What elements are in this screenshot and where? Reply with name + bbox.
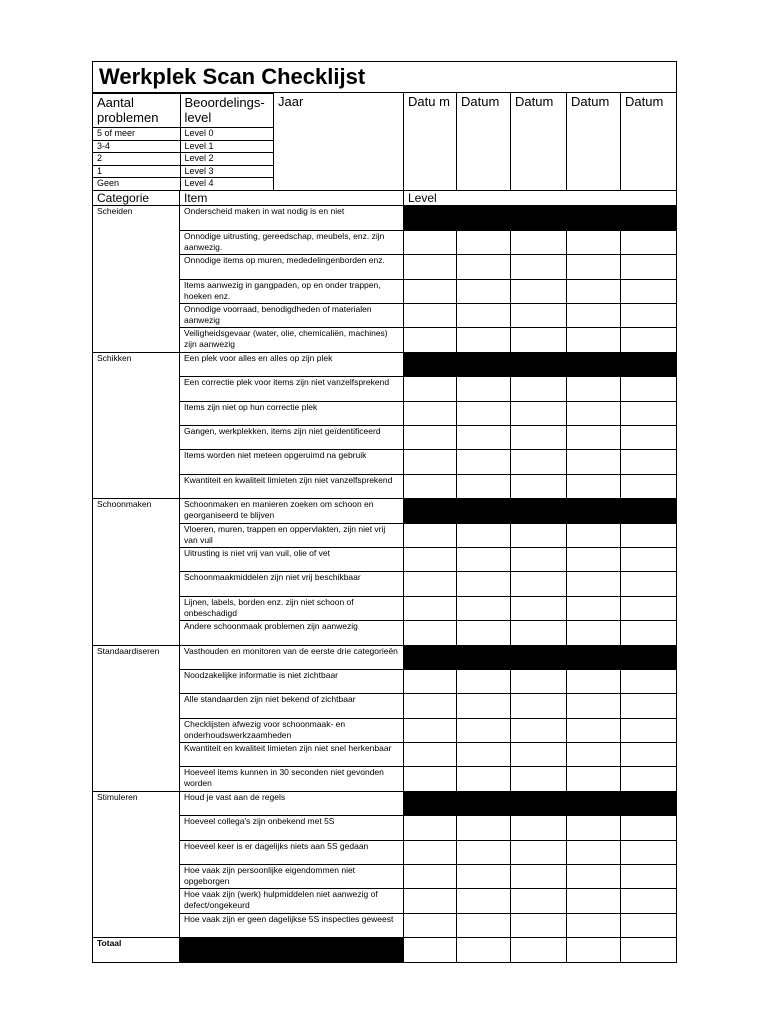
- level-entry-cell[interactable]: [404, 255, 457, 279]
- level-entry-cell[interactable]: [567, 889, 621, 913]
- table-row: [93, 206, 677, 230]
- item-cell: Hoe vaak zijn (werk) hulpmiddelen niet aanwezig of defect/ongekeurd: [180, 889, 404, 913]
- level-entry-cell[interactable]: [567, 401, 621, 425]
- level-entry-cell[interactable]: [621, 767, 677, 791]
- level-entry-cell[interactable]: [511, 840, 567, 864]
- level-entry-cell[interactable]: [511, 718, 567, 742]
- level-entry-cell[interactable]: [567, 694, 621, 718]
- table-row: [93, 596, 677, 620]
- level-entry-cell[interactable]: [567, 255, 621, 279]
- totaal-entry-cell[interactable]: [621, 938, 677, 962]
- level-entry-cell[interactable]: [567, 474, 621, 498]
- level-entry-cell[interactable]: [567, 743, 621, 767]
- level-entry-cell[interactable]: [511, 425, 567, 449]
- level-entry-cell[interactable]: [404, 743, 457, 767]
- table-row: [93, 791, 677, 815]
- level-entry-cell[interactable]: [457, 401, 511, 425]
- level-entry-cell[interactable]: [621, 572, 677, 596]
- level-entry-cell[interactable]: [511, 865, 567, 889]
- level-entry-cell[interactable]: [404, 865, 457, 889]
- key-level: Level 3: [180, 165, 273, 178]
- page-title: Werkplek Scan Checklijst: [93, 62, 677, 93]
- level-entry-cell[interactable]: [621, 425, 677, 449]
- level-entry-cell[interactable]: [567, 328, 621, 352]
- totaal-entry-cell[interactable]: [457, 938, 511, 962]
- level-entry-cell[interactable]: [621, 913, 677, 937]
- level-key-row: [93, 153, 273, 166]
- item-cell: Hoeveel collega's zijn onbekend met 5S: [180, 816, 404, 840]
- key-problemen: 1: [93, 165, 180, 178]
- level-entry-cell[interactable]: [567, 450, 621, 474]
- item-cell: Schoonmaken en manieren zoeken om schoon en georganiseerd te blijven: [180, 499, 404, 523]
- level-entry-cell[interactable]: [457, 450, 511, 474]
- blacked-out-level-cell: [404, 206, 677, 230]
- table-row: [93, 401, 677, 425]
- level-entry-cell[interactable]: [457, 328, 511, 352]
- level-entry-cell[interactable]: [511, 279, 567, 303]
- level-entry-cell[interactable]: [511, 767, 567, 791]
- level-entry-cell[interactable]: [567, 767, 621, 791]
- level-key-row: [93, 178, 273, 191]
- level-entry-cell[interactable]: [404, 816, 457, 840]
- header-aantal-problemen: Aantal problemen: [93, 94, 180, 128]
- blacked-out-level-cell: [404, 645, 677, 669]
- column-header-categorie: Categorie: [93, 191, 180, 206]
- item-cell: Items zijn niet op hun correctie plek: [180, 401, 404, 425]
- level-key-row: [93, 165, 273, 178]
- checklist-table: [92, 61, 677, 963]
- level-entry-cell[interactable]: [567, 425, 621, 449]
- blacked-out-level-cell: [404, 499, 677, 523]
- key-level: Level 0: [180, 128, 273, 141]
- item-cell: Gangen, werkplekken, items zijn niet geïdentificeerd: [180, 425, 404, 449]
- level-entry-cell[interactable]: [511, 889, 567, 913]
- blacked-out-level-cell: [404, 352, 677, 376]
- level-entry-cell[interactable]: [621, 596, 677, 620]
- key-problemen: Geen: [93, 178, 180, 191]
- totaal-label: Totaal: [93, 938, 180, 962]
- level-entry-cell[interactable]: [567, 547, 621, 571]
- category-cell: Schikken: [93, 352, 180, 498]
- level-entry-cell[interactable]: [404, 669, 457, 693]
- level-entry-cell[interactable]: [567, 377, 621, 401]
- level-entry-cell[interactable]: [621, 547, 677, 571]
- level-entry-cell[interactable]: [404, 230, 457, 254]
- item-cell: Checklijsten afwezig voor schoonmaak- en onderhoudswerkzaamheden: [180, 718, 404, 742]
- level-entry-cell[interactable]: [457, 596, 511, 620]
- table-row: [93, 547, 677, 571]
- key-level: Level 1: [180, 140, 273, 153]
- totaal-entry-cell[interactable]: [511, 938, 567, 962]
- item-cell: Items worden niet meteen opgeruimd na gebruik: [180, 450, 404, 474]
- item-cell: Hoe vaak zijn er geen dagelijkse 5S inspecties geweest: [180, 913, 404, 937]
- item-cell: Andere schoonmaak problemen zijn aanwezig: [180, 621, 404, 645]
- item-cell: Houd je vast aan de regels: [180, 791, 404, 815]
- item-cell: Onnodige items op muren, mededelingenborden enz.: [180, 255, 404, 279]
- key-problemen: 3-4: [93, 140, 180, 153]
- item-cell: Uitrusting is niet vrij van vuil, olie of vet: [180, 547, 404, 571]
- level-entry-cell[interactable]: [457, 474, 511, 498]
- item-cell: Lijnen, labels, borden enz. zijn niet schoon of onbeschadigd: [180, 596, 404, 620]
- level-entry-cell[interactable]: [457, 913, 511, 937]
- level-entry-cell[interactable]: [621, 889, 677, 913]
- table-row: [93, 304, 677, 328]
- table-row: [93, 230, 677, 254]
- item-cell: Kwantiteit en kwaliteit limieten zijn niet snel herkenbaar: [180, 743, 404, 767]
- level-entry-cell[interactable]: [621, 865, 677, 889]
- table-row: [93, 377, 677, 401]
- totaal-blacked-out-cell: [180, 938, 404, 962]
- table-row: [93, 718, 677, 742]
- item-cell: Kwantiteit en kwaliteit limieten zijn niet vanzelfsprekend: [180, 474, 404, 498]
- item-cell: Items aanwezig in gangpaden, op en onder trappen, hoeken enz.: [180, 279, 404, 303]
- table-row: [93, 499, 677, 523]
- level-entry-cell[interactable]: [457, 230, 511, 254]
- table-row: [93, 743, 677, 767]
- level-entry-cell[interactable]: [621, 230, 677, 254]
- level-entry-cell[interactable]: [621, 621, 677, 645]
- level-entry-cell[interactable]: [511, 523, 567, 547]
- level-entry-cell[interactable]: [511, 547, 567, 571]
- level-entry-cell[interactable]: [621, 255, 677, 279]
- level-entry-cell[interactable]: [404, 401, 457, 425]
- table-row: [93, 450, 677, 474]
- column-header-level: Level: [404, 191, 677, 206]
- level-entry-cell[interactable]: [404, 596, 457, 620]
- level-entry-cell[interactable]: [621, 450, 677, 474]
- level-entry-cell[interactable]: [621, 669, 677, 693]
- totaal-row: [93, 938, 677, 962]
- header-datum-3: Datum: [511, 93, 567, 191]
- level-entry-cell[interactable]: [457, 572, 511, 596]
- level-entry-cell[interactable]: [457, 279, 511, 303]
- item-cell: Vasthouden en monitoren van de eerste drie categorieën: [180, 645, 404, 669]
- item-cell: Noodzakelijke informatie is niet zichtbaar: [180, 669, 404, 693]
- level-entry-cell[interactable]: [621, 474, 677, 498]
- level-entry-cell[interactable]: [404, 913, 457, 937]
- totaal-entry-cell[interactable]: [404, 938, 457, 962]
- column-header-item: Item: [180, 191, 404, 206]
- level-entry-cell[interactable]: [511, 596, 567, 620]
- blacked-out-level-cell: [404, 791, 677, 815]
- level-key-row: [93, 140, 273, 153]
- item-cell: Onnodige uitrusting, gereedschap, meubels, enz. zijn aanwezig.: [180, 230, 404, 254]
- table-row: [93, 352, 677, 376]
- table-row: [93, 279, 677, 303]
- level-entry-cell[interactable]: [457, 889, 511, 913]
- header-datum-1: Datu m: [404, 93, 457, 191]
- level-entry-cell[interactable]: [457, 816, 511, 840]
- level-entry-cell[interactable]: [457, 669, 511, 693]
- table-row: [93, 816, 677, 840]
- level-key-table: [93, 93, 273, 190]
- level-entry-cell[interactable]: [567, 572, 621, 596]
- level-entry-cell[interactable]: [567, 865, 621, 889]
- category-cell: Stimuleren: [93, 791, 180, 937]
- level-entry-cell[interactable]: [457, 425, 511, 449]
- level-entry-cell[interactable]: [621, 816, 677, 840]
- level-entry-cell[interactable]: [511, 255, 567, 279]
- level-entry-cell[interactable]: [511, 743, 567, 767]
- item-cell: Een plek voor alles en alles op zijn plek: [180, 352, 404, 376]
- key-problemen: 2: [93, 153, 180, 166]
- level-entry-cell[interactable]: [404, 328, 457, 352]
- table-row: [93, 621, 677, 645]
- key-level: Level 2: [180, 153, 273, 166]
- level-entry-cell[interactable]: [567, 718, 621, 742]
- category-cell: Schoonmaken: [93, 499, 180, 645]
- item-cell: Hoeveel keer is er dagelijks niets aan 5S gedaan: [180, 840, 404, 864]
- level-entry-cell[interactable]: [404, 840, 457, 864]
- level-entry-cell[interactable]: [457, 255, 511, 279]
- item-cell: Hoe vaak zijn persoonlijke eigendommen niet opgeborgen: [180, 865, 404, 889]
- item-cell: Onnodige voorraad, benodigdheden of materialen aanwezig: [180, 304, 404, 328]
- totaal-entry-cell[interactable]: [567, 938, 621, 962]
- table-row: [93, 694, 677, 718]
- level-entry-cell[interactable]: [404, 767, 457, 791]
- category-cell: Standaardiseren: [93, 645, 180, 791]
- level-entry-cell[interactable]: [457, 621, 511, 645]
- level-entry-cell[interactable]: [621, 304, 677, 328]
- table-row: [93, 572, 677, 596]
- header-beoordelings-level: Beoordelings-level: [180, 94, 273, 128]
- level-entry-cell[interactable]: [511, 669, 567, 693]
- level-entry-cell[interactable]: [567, 621, 621, 645]
- level-entry-cell[interactable]: [457, 547, 511, 571]
- level-entry-cell[interactable]: [511, 913, 567, 937]
- table-row: [93, 474, 677, 498]
- level-entry-cell[interactable]: [457, 840, 511, 864]
- table-row: [93, 889, 677, 913]
- level-entry-cell[interactable]: [567, 840, 621, 864]
- level-entry-cell[interactable]: [457, 377, 511, 401]
- category-cell: Scheiden: [93, 206, 180, 352]
- header-key-block: [93, 93, 274, 191]
- level-entry-cell[interactable]: [511, 816, 567, 840]
- table-row: [93, 425, 677, 449]
- level-entry-cell[interactable]: [457, 865, 511, 889]
- level-entry-cell[interactable]: [404, 377, 457, 401]
- header-jaar: Jaar: [274, 93, 404, 191]
- level-entry-cell[interactable]: [404, 547, 457, 571]
- level-entry-cell[interactable]: [621, 718, 677, 742]
- table-row: [93, 328, 677, 352]
- level-entry-cell[interactable]: [457, 767, 511, 791]
- item-cell: Schoonmaakmiddelen zijn niet vrij beschikbaar: [180, 572, 404, 596]
- level-entry-cell[interactable]: [511, 572, 567, 596]
- table-row: [93, 523, 677, 547]
- level-entry-cell[interactable]: [404, 304, 457, 328]
- header-datum-5: Datum: [621, 93, 677, 191]
- table-row: [93, 865, 677, 889]
- level-entry-cell[interactable]: [511, 474, 567, 498]
- level-entry-cell[interactable]: [621, 279, 677, 303]
- table-row: [93, 645, 677, 669]
- level-entry-cell[interactable]: [404, 572, 457, 596]
- level-entry-cell[interactable]: [404, 621, 457, 645]
- level-entry-cell[interactable]: [457, 743, 511, 767]
- level-entry-cell[interactable]: [511, 621, 567, 645]
- level-entry-cell[interactable]: [621, 523, 677, 547]
- table-row: [93, 840, 677, 864]
- level-entry-cell[interactable]: [511, 230, 567, 254]
- level-entry-cell[interactable]: [621, 401, 677, 425]
- level-entry-cell[interactable]: [511, 401, 567, 425]
- level-entry-cell[interactable]: [567, 596, 621, 620]
- key-problemen: 5 of meer: [93, 128, 180, 141]
- level-entry-cell[interactable]: [621, 743, 677, 767]
- level-entry-cell[interactable]: [621, 377, 677, 401]
- level-entry-cell[interactable]: [511, 694, 567, 718]
- level-entry-cell[interactable]: [567, 816, 621, 840]
- level-entry-cell[interactable]: [457, 718, 511, 742]
- level-entry-cell[interactable]: [567, 304, 621, 328]
- level-entry-cell[interactable]: [621, 328, 677, 352]
- item-cell: Hoeveel items kunnen in 30 seconden niet gevonden worden: [180, 767, 404, 791]
- level-entry-cell[interactable]: [511, 304, 567, 328]
- level-entry-cell[interactable]: [457, 694, 511, 718]
- level-entry-cell[interactable]: [511, 328, 567, 352]
- table-row: [93, 767, 677, 791]
- item-cell: Vloeren, muren, trappen en oppervlakten, zijn niet vrij van vuil: [180, 523, 404, 547]
- item-cell: Alle standaarden zijn niet bekend of zichtbaar: [180, 694, 404, 718]
- level-entry-cell[interactable]: [621, 840, 677, 864]
- level-entry-cell[interactable]: [404, 425, 457, 449]
- level-entry-cell[interactable]: [404, 523, 457, 547]
- level-entry-cell[interactable]: [621, 694, 677, 718]
- table-row: [93, 913, 677, 937]
- level-entry-cell[interactable]: [567, 669, 621, 693]
- level-entry-cell[interactable]: [404, 694, 457, 718]
- level-entry-cell[interactable]: [457, 523, 511, 547]
- key-level: Level 4: [180, 178, 273, 191]
- level-entry-cell[interactable]: [404, 718, 457, 742]
- level-entry-cell[interactable]: [404, 279, 457, 303]
- level-entry-cell[interactable]: [567, 230, 621, 254]
- level-entry-cell[interactable]: [511, 450, 567, 474]
- header-datum-2: Datum: [457, 93, 511, 191]
- level-entry-cell[interactable]: [457, 304, 511, 328]
- level-key-row: [93, 128, 273, 141]
- level-entry-cell[interactable]: [404, 474, 457, 498]
- level-entry-cell[interactable]: [567, 279, 621, 303]
- level-entry-cell[interactable]: [567, 523, 621, 547]
- item-cell: Onderscheid maken in wat nodig is en niet: [180, 206, 404, 230]
- header-datum-4: Datum: [567, 93, 621, 191]
- item-cell: Veiligheidsgevaar (water, olie, chemicaliën, machines) zijn aanwezig: [180, 328, 404, 352]
- table-row: [93, 669, 677, 693]
- level-entry-cell[interactable]: [404, 889, 457, 913]
- table-row: [93, 255, 677, 279]
- level-entry-cell[interactable]: [511, 377, 567, 401]
- item-cell: Een correctie plek voor items zijn niet vanzelfsprekend: [180, 377, 404, 401]
- level-entry-cell[interactable]: [567, 913, 621, 937]
- level-entry-cell[interactable]: [404, 450, 457, 474]
